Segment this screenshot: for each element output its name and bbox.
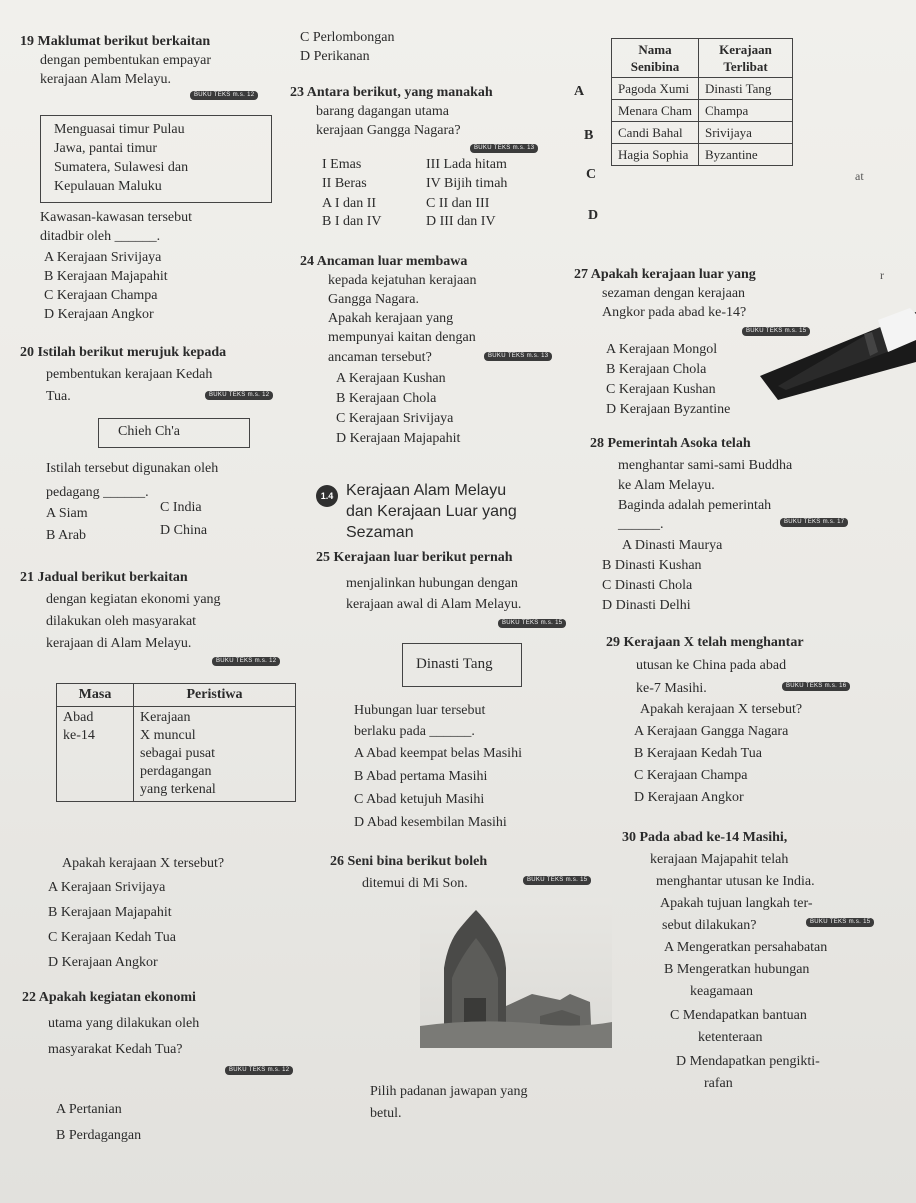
- q29-option-c[interactable]: C Kerajaan Champa: [634, 768, 748, 783]
- q24-option-a[interactable]: A Kerajaan Kushan: [336, 371, 446, 386]
- q23-line-3: kerajaan Gangga Nagara?: [316, 123, 461, 138]
- q25-option-d[interactable]: D Abad kesembilan Masihi: [354, 815, 507, 830]
- q24-option-c[interactable]: C Kerajaan Srivijaya: [336, 411, 454, 426]
- q30-line-2: kerajaan Majapahit telah: [650, 852, 789, 867]
- q28-line-4: Baginda adalah pemerintah: [618, 498, 772, 513]
- q26-cell-kingdom: Srivijaya: [699, 122, 793, 144]
- q26-stem-2: betul.: [370, 1106, 402, 1121]
- q23-option-d[interactable]: D III dan IV: [426, 214, 496, 229]
- q21-textbook-tag: BUKU TEKS m.s. 12: [212, 657, 280, 666]
- q23-option-a[interactable]: A I dan II: [322, 196, 377, 211]
- q26-cell-name: Pagoda Xumi: [612, 78, 699, 100]
- q23-option-c[interactable]: C II dan III: [426, 196, 490, 211]
- q22-option-d[interactable]: D Perikanan: [300, 49, 370, 64]
- q30-option-c-cont: ketenteraan: [698, 1030, 763, 1045]
- q22-textbook-tag: BUKU TEKS m.s. 12: [225, 1066, 293, 1075]
- q20-stem-1: Istilah tersebut digunakan oleh: [46, 461, 219, 476]
- q21-option-b[interactable]: B Kerajaan Majapahit: [48, 905, 172, 920]
- q19-stem-1: Kawasan-kawasan tersebut: [40, 210, 192, 225]
- q21-stem: Apakah kerajaan X tersebut?: [62, 856, 225, 871]
- q23-line-2: barang dagangan utama: [316, 104, 449, 119]
- q23-item-3: III Lada hitam: [426, 157, 507, 172]
- q21-line-3: dilakukan oleh masyarakat: [46, 614, 197, 629]
- q23-option-b[interactable]: B I dan IV: [322, 214, 382, 229]
- q26-stem-1: Pilih padanan jawapan yang: [370, 1084, 528, 1099]
- q24-line-6: ancaman tersebut?: [328, 350, 432, 365]
- q20-line-1: 20 Istilah berikut merujuk kepada: [20, 345, 227, 360]
- q26-cell-kingdom: Champa: [699, 100, 793, 122]
- q21-line-2: dengan kegiatan ekonomi yang: [46, 592, 221, 607]
- q21-option-a[interactable]: A Kerajaan Srivijaya: [48, 880, 166, 895]
- q28-line-3: ke Alam Melayu.: [618, 478, 715, 493]
- q27-option-d[interactable]: D Kerajaan Byzantine: [606, 402, 731, 417]
- table-row[interactable]: [612, 78, 793, 100]
- q29-stem: Apakah kerajaan X tersebut?: [640, 702, 803, 717]
- q21-cell-masa: [57, 707, 134, 802]
- q25-stem-2: berlaku pada ______.: [354, 724, 475, 739]
- q29-textbook-tag: BUKU TEKS m.s. 16: [782, 682, 850, 691]
- q30-option-b[interactable]: B Mengeratkan hubungan: [664, 962, 810, 977]
- q27-option-c[interactable]: C Kerajaan Kushan: [606, 382, 716, 397]
- q25-option-a[interactable]: A Abad keempat belas Masihi: [354, 746, 522, 761]
- q28-line-1: 28 Pemerintah Asoka telah: [590, 436, 751, 451]
- q30-line-5: sebut dilakukan?: [662, 918, 757, 933]
- q22-option-c[interactable]: C Perlombongan: [300, 30, 395, 45]
- q26-option-b-label[interactable]: B: [584, 128, 594, 143]
- q24-line-4: Apakah kerajaan yang: [328, 311, 454, 326]
- q22-line-3: masyarakat Kedah Tua?: [48, 1042, 183, 1057]
- q19-line-3: kerajaan Alam Melayu.: [40, 72, 172, 87]
- table-row: [57, 707, 296, 802]
- q20-option-a[interactable]: A Siam: [46, 506, 88, 521]
- q25-line-3: kerajaan awal di Alam Melayu.: [346, 597, 522, 612]
- q20-option-d[interactable]: D China: [160, 523, 208, 538]
- q30-textbook-tag: BUKU TEKS m.s. 15: [806, 918, 874, 927]
- q19-line-2: dengan pembentukan empayar: [40, 53, 212, 68]
- q24-line-3: Gangga Nagara.: [328, 292, 419, 307]
- q26-textbook-tag: BUKU TEKS m.s. 15: [523, 876, 591, 885]
- q29-option-a[interactable]: A Kerajaan Gangga Nagara: [634, 724, 789, 739]
- q26-line-2: ditemui di Mi Son.: [362, 876, 468, 891]
- q19-option-c[interactable]: C Kerajaan Champa: [44, 288, 158, 303]
- q24-line-2: kepada kejatuhan kerajaan: [328, 273, 477, 288]
- q20-term: Chieh Ch'a: [118, 424, 181, 439]
- q21-header-peristiwa: Peristiwa: [134, 684, 296, 707]
- q30-line-4: Apakah tujuan langkah ter-: [660, 896, 813, 911]
- q28-option-b[interactable]: B Dinasti Kushan: [602, 558, 702, 573]
- q30-line-1: 30 Pada abad ke-14 Masihi,: [622, 830, 788, 845]
- q26-header-name: Nama Senibina: [612, 39, 699, 78]
- q29-option-b[interactable]: B Kerajaan Kedah Tua: [634, 746, 762, 761]
- q29-line-2: utusan ke China pada abad: [636, 658, 787, 673]
- q19-line-1: 19 Maklumat berikut berkaitan: [20, 34, 211, 49]
- q29-line-1: 29 Kerajaan X telah menghantar: [606, 635, 804, 650]
- q19-option-d[interactable]: D Kerajaan Angkor: [44, 307, 154, 322]
- q19-box-line-1: Menguasai timur Pulau: [54, 122, 185, 137]
- q26-cell-kingdom: Dinasti Tang: [699, 78, 793, 100]
- q26-table-header-row: [612, 39, 793, 78]
- q30-option-b-cont: keagamaan: [690, 984, 753, 999]
- q28-option-d[interactable]: D Dinasti Delhi: [602, 598, 691, 613]
- q20-stem-2: pedagang ______.: [46, 485, 149, 500]
- q28-line-5: ______.: [618, 517, 664, 532]
- q26-cell-name: Hagia Sophia: [612, 144, 699, 166]
- q21-cell-peristiwa: [134, 707, 296, 802]
- q19-box-line-2: Jawa, pantai timur: [54, 141, 158, 156]
- q22-option-b[interactable]: B Perdagangan: [56, 1128, 142, 1143]
- q19-textbook-tag: BUKU TEKS m.s. 12: [190, 91, 258, 100]
- q23-textbook-tag: BUKU TEKS m.s. 13: [470, 144, 538, 153]
- q25-textbook-tag: BUKU TEKS m.s. 15: [498, 619, 566, 628]
- q26-option-d-label[interactable]: D: [588, 208, 599, 223]
- q19-option-b[interactable]: B Kerajaan Majapahit: [44, 269, 168, 284]
- q20-line-3: Tua.: [46, 389, 71, 404]
- q20-line-2: pembentukan kerajaan Kedah: [46, 367, 213, 382]
- section-title-line-3: Sezaman: [346, 524, 414, 541]
- q23-item-1: I Emas: [322, 157, 362, 172]
- q24-line-5: mempunyai kaitan dengan: [328, 330, 476, 345]
- table-row[interactable]: [612, 100, 793, 122]
- temple-ruins-image: [420, 898, 612, 1048]
- q23-item-4: IV Bijih timah: [426, 176, 508, 191]
- q30-option-c[interactable]: C Mendapatkan bantuan: [670, 1008, 807, 1023]
- q21-cell-line: X muncul: [140, 728, 196, 743]
- q20-option-b[interactable]: B Arab: [46, 528, 87, 543]
- q21-cell-line: yang terkenal: [140, 782, 216, 797]
- q22-line-1: 22 Apakah kegiatan ekonomi: [22, 990, 196, 1005]
- q26-cell-name: Menara Cham: [612, 100, 699, 122]
- q21-cell-line: sebagai pusat: [140, 746, 216, 761]
- q30-option-a[interactable]: A Mengeratkan persahabatan: [664, 940, 828, 955]
- q26-option-c-label[interactable]: C: [586, 167, 597, 182]
- q28-textbook-tag: BUKU TEKS m.s. 17: [780, 518, 848, 527]
- marker-pen-icon: [760, 290, 916, 400]
- q19-option-a[interactable]: A Kerajaan Srivijaya: [44, 250, 162, 265]
- q26-cell-kingdom: Byzantine: [699, 144, 793, 166]
- q21-cell-line: Kerajaan: [140, 710, 191, 725]
- q23-item-2: II Beras: [322, 176, 367, 191]
- margin-mark: at: [855, 169, 864, 183]
- section-title-line-2: dan Kerajaan Luar yang: [346, 503, 517, 520]
- q21-header-masa: Masa: [57, 684, 134, 707]
- q25-stem-1: Hubungan luar tersebut: [354, 703, 486, 718]
- q25-line-1: 25 Kerajaan luar berikut pernah: [316, 550, 513, 565]
- q26-header-kingdom: Kerajaan Terlibat: [699, 39, 793, 78]
- q27-textbook-tag: BUKU TEKS m.s. 15: [742, 327, 810, 336]
- q21-table: [56, 683, 296, 802]
- q21-line-4: kerajaan di Alam Melayu.: [46, 636, 192, 651]
- q21-line-1: 21 Jadual berikut berkaitan: [20, 570, 188, 585]
- q22-line-2: utama yang dilakukan oleh: [48, 1016, 200, 1031]
- q21-cell-line: ke-14: [63, 728, 95, 743]
- q22-option-a[interactable]: A Pertanian: [56, 1102, 122, 1117]
- margin-mark: r: [880, 268, 884, 282]
- q20-option-c[interactable]: C India: [160, 500, 202, 515]
- q25-line-2: menjalinkan hubungan dengan: [346, 576, 518, 591]
- q24-textbook-tag: BUKU TEKS m.s. 13: [484, 352, 552, 361]
- q21-cell-line: Abad: [63, 710, 94, 725]
- q20-textbook-tag: BUKU TEKS m.s. 12: [205, 391, 273, 400]
- table-row[interactable]: [612, 122, 793, 144]
- section-title-line-1: Kerajaan Alam Melayu: [346, 482, 507, 499]
- q24-option-b[interactable]: B Kerajaan Chola: [336, 391, 437, 406]
- q27-line-2: sezaman dengan kerajaan: [602, 286, 746, 301]
- q27-option-a[interactable]: A Kerajaan Mongol: [606, 342, 718, 357]
- q30-option-d[interactable]: D Mendapatkan pengikti-: [676, 1054, 820, 1069]
- q27-option-b[interactable]: B Kerajaan Chola: [606, 362, 707, 377]
- q19-box-line-3: Sumatera, Sulawesi dan: [54, 160, 189, 175]
- q28-option-c[interactable]: C Dinasti Chola: [602, 578, 693, 593]
- q27-line-1: 27 Apakah kerajaan luar yang: [574, 267, 756, 282]
- q26-option-a-label[interactable]: A: [574, 84, 585, 99]
- q30-option-d-cont: rafan: [704, 1076, 733, 1091]
- q28-option-a[interactable]: A Dinasti Maurya: [622, 538, 723, 553]
- q24-option-d[interactable]: D Kerajaan Majapahit: [336, 431, 461, 446]
- q29-option-d[interactable]: D Kerajaan Angkor: [634, 790, 744, 805]
- q21-option-d[interactable]: D Kerajaan Angkor: [48, 955, 158, 970]
- q26-cell-name: Candi Bahal: [612, 122, 699, 144]
- q24-line-1: 24 Ancaman luar membawa: [300, 254, 468, 269]
- q25-dynasty: Dinasti Tang: [416, 656, 493, 672]
- q25-option-c[interactable]: C Abad ketujuh Masihi: [354, 792, 485, 807]
- q28-line-2: menghantar sami-sami Buddha: [618, 458, 793, 473]
- table-row[interactable]: [612, 144, 793, 166]
- q27-line-3: Angkor pada abad ke-14?: [602, 305, 747, 320]
- q23-line-1: 23 Antara berikut, yang manakah: [290, 85, 493, 100]
- q26-answer-table: [611, 38, 793, 166]
- q21-cell-line: perdagangan: [140, 764, 212, 779]
- q26-line-1: 26 Seni bina berikut boleh: [330, 854, 488, 869]
- q19-box-line-4: Kepulauan Maluku: [54, 179, 162, 194]
- q25-option-b[interactable]: B Abad pertama Masihi: [354, 769, 488, 784]
- q19-stem-2: ditadbir oleh ______.: [40, 229, 161, 244]
- q30-line-3: menghantar utusan ke India.: [656, 874, 815, 889]
- q21-table-header-row: [57, 684, 296, 707]
- q21-option-c[interactable]: C Kerajaan Kedah Tua: [48, 930, 176, 945]
- section-badge: 1.4: [316, 485, 338, 507]
- q29-line-3: ke-7 Masihi.: [636, 681, 707, 696]
